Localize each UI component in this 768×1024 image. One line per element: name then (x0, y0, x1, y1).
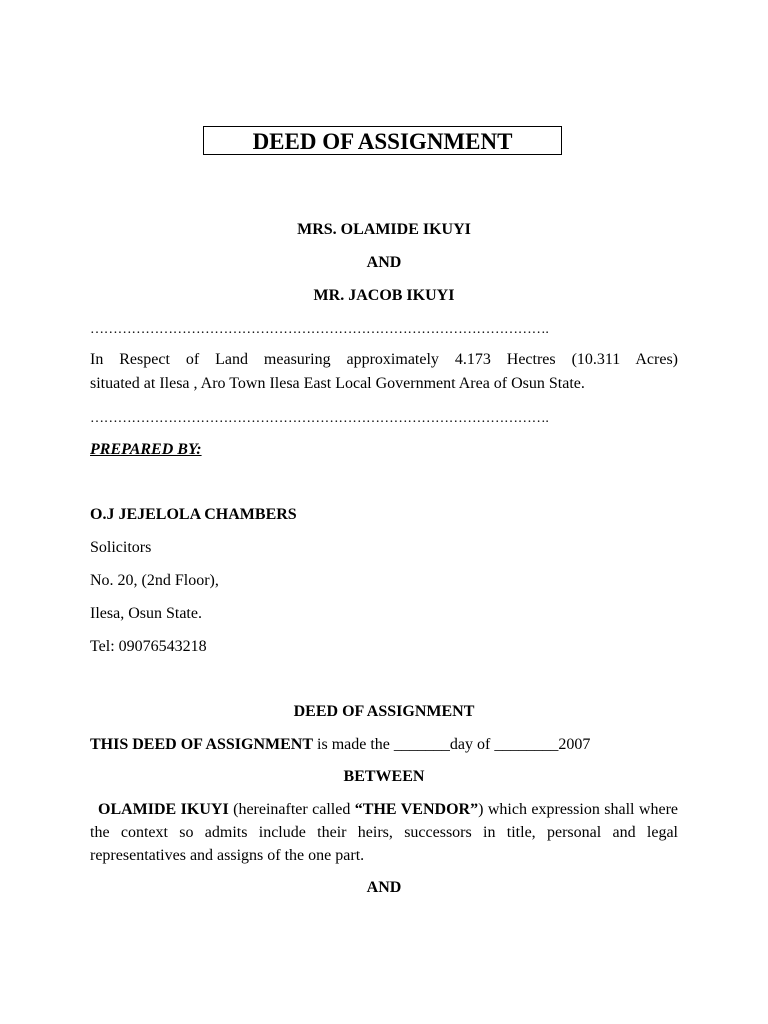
separator-bottom: ………………………………………………………………………………………. (90, 411, 549, 426)
prepared-by-label: PREPARED BY: (90, 441, 202, 458)
vendor-mid: (hereinafter called (228, 801, 355, 818)
second-party: MR. JACOB IKUYI (313, 287, 455, 304)
document-title: DEED OF ASSIGNMENT (203, 126, 562, 155)
vendor-tag: “THE VENDOR” (354, 801, 479, 818)
second-and: AND (366, 879, 402, 896)
deed-intro (90, 735, 590, 755)
deed-intro-rest: is made the _______day of ________2007 (313, 736, 591, 753)
property-line-2: situated at Ilesa , Aro Town Ilesa East Local Government Area of Osun State. (90, 375, 585, 392)
separator-top: ………………………………………………………………………………………. (90, 322, 549, 337)
property-line-1: In Respect of Land measuring approximately 4.173 Hectres (10.311 Acres) (90, 351, 678, 368)
deed-intro-bold: THIS DEED OF ASSIGNMENT (90, 736, 314, 753)
vendor-rest: ) which expression shall where the context so admits include their heirs, successors in title, personal and legal representatives and assigns of the one part. (90, 801, 678, 864)
parties-and: AND (366, 254, 402, 271)
preparer-address-2: Ilesa, Osun State. (90, 605, 202, 622)
body-heading: DEED OF ASSIGNMENT (293, 703, 475, 720)
preparer-address-1: No. 20, (2nd Floor), (90, 572, 219, 589)
preparer-name: O.J JEJELOLA CHAMBERS (90, 506, 297, 523)
preparer-telephone: Tel: 09076543218 (90, 638, 207, 655)
between-label: BETWEEN (343, 768, 425, 785)
vendor-paragraph (90, 798, 678, 867)
vendor-name: OLAMIDE IKUYI (98, 801, 229, 818)
first-party: MRS. OLAMIDE IKUYI (297, 221, 471, 238)
preparer-role: Solicitors (90, 539, 152, 556)
